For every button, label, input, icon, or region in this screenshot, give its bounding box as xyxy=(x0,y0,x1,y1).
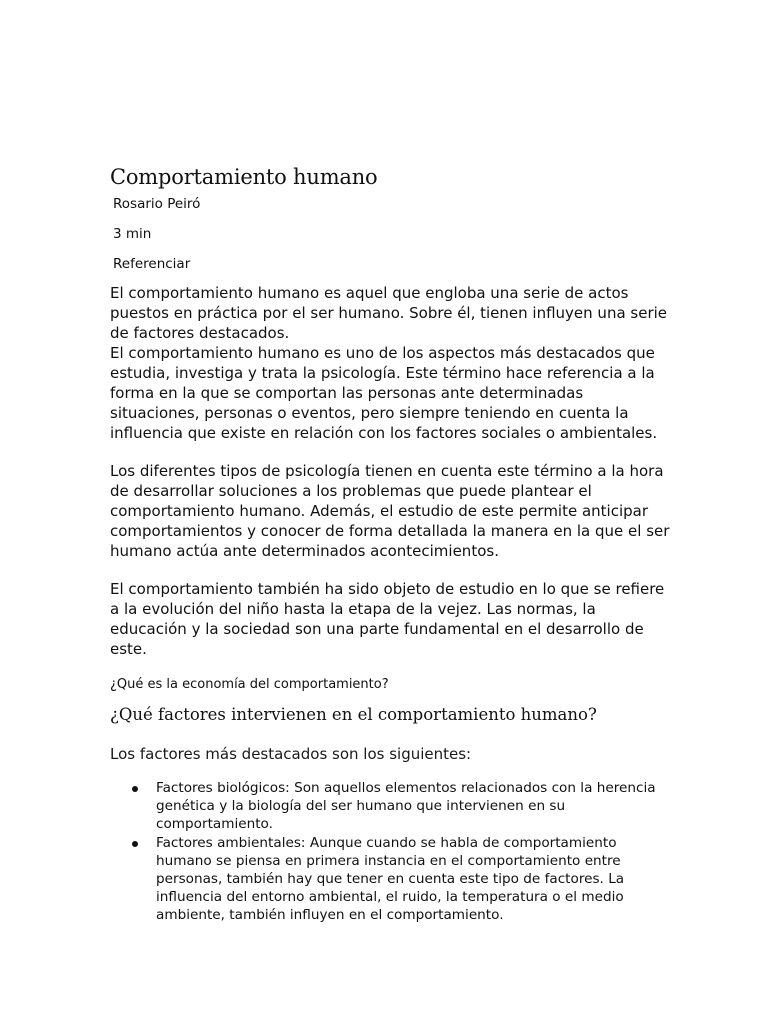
cite-link[interactable]: Referenciar xyxy=(113,256,191,272)
paragraph-development: El comportamiento también ha sido objeto de estudio en lo que se refiere a la evolución del niño hasta la etapa de la vejez. Las normas, la educación y la sociedad son una parte fundamental en el desarrollo de este. xyxy=(110,580,665,658)
factor-text: Factores biológicos: Son aquellos elementos relacionados con la herencia genética y la biología del ser humano que intervienen en su comportamiento. xyxy=(156,780,656,833)
article xyxy=(110,163,670,925)
list-item xyxy=(110,834,670,925)
factor-text: Factores ambientales: Aunque cuando se habla de comportamiento humano se piensa en primera instancia en el comportamiento entre personas, también hay que tener en cuenta este tipo de factores. La influencia del entorno ambiental, el ruido, la temperatura o el medio ambiente, también influyen en el comportamiento. xyxy=(156,834,625,924)
section-heading: ¿Qué factores intervienen en el comportamiento humano? xyxy=(110,705,597,724)
bullet-icon xyxy=(132,841,138,847)
factors-list xyxy=(110,779,670,925)
article-read-time: 3 min xyxy=(113,226,152,242)
paragraph-definition: El comportamiento humano es uno de los aspectos más destacados que estudia, investiga y trata la psicología. Este término hace referencia a la forma en la que se comportan las personas ante determinadas situaciones, personas o eventos, pero siempre teniendo en cuenta la influencia que existe en relación con los factores sociales o ambientales. xyxy=(110,344,658,442)
bullet-icon xyxy=(132,786,138,792)
related-article-link[interactable]: ¿Qué es la economía del comportamiento? xyxy=(110,677,389,692)
paragraph-psychology: Los diferentes tipos de psicología tienen en cuenta este término a la hora de desarrollar soluciones a los problemas que puede plantear el comportamiento humano. Además, el estudio de este permite anticipar comportamientos y conocer de forma detallada la manera en la que el ser humano actúa ante determinados acontecimientos. xyxy=(110,462,670,560)
article-author: Rosario Peiró xyxy=(113,196,201,212)
list-item xyxy=(110,779,670,834)
article-title: Comportamiento humano xyxy=(110,165,378,189)
paragraph-intro: El comportamiento humano es aquel que engloba una serie de actos puestos en práctica por el ser humano. Sobre él, tienen influyen una serie de factores destacados. xyxy=(110,284,668,342)
section-intro: Los factores más destacados son los siguientes: xyxy=(110,745,472,763)
